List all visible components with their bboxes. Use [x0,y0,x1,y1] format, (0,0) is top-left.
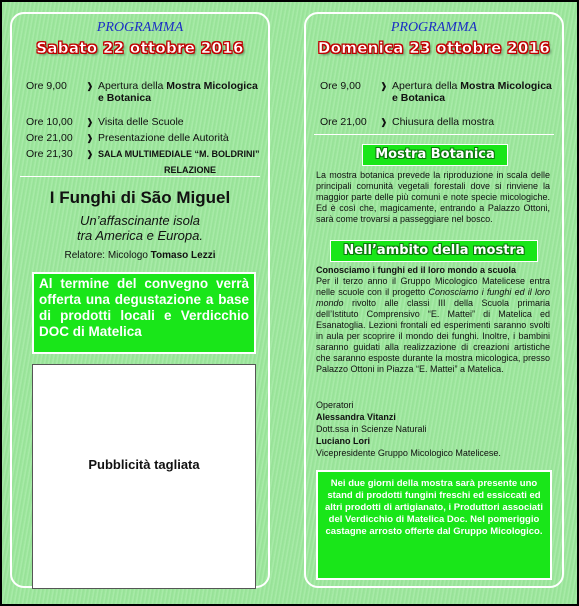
day-banner-sunday: Domenica 23 ottobre 2016 [317,39,551,57]
operator-name: Luciano Lori [316,436,370,446]
ad-placeholder [32,364,256,589]
schedule-desc: Visita delle Scuole [98,116,184,128]
schedule-time: Ore 21,00 [26,132,73,144]
ad-placeholder-text: Pubblicità tagliata [88,457,200,472]
bullet-icon: ❱ [86,133,94,143]
right-panel [304,12,564,588]
bullet-icon: ❱ [86,149,94,159]
operator-role: Vicepresidente Gruppo Micologico Matelicese. [316,448,501,458]
schedule-time: Ore 21,30 [26,148,73,160]
relazione-label: RELAZIONE [164,165,217,175]
relatore-line: Relatore: Micologo Tomaso Lezzi [64,250,216,261]
operator-name: Alessandra Vitanzi [316,412,396,422]
bullet-icon: ❱ [380,81,388,91]
brochure-page [2,2,577,604]
talk-subtitle-line2: tra America e Europa. [77,228,203,243]
divider [314,134,554,135]
operator-role: Dott.ssa in Scienze Naturali [316,424,427,434]
schedule-desc: Apertura della Mostra Micologica e Botanica [392,80,552,104]
day-banner-saturday: Sabato 22 ottobre 2016 [36,39,244,57]
schedule-time: Ore 9,00 [320,80,361,92]
ambito-heading: Conosciamo i funghi ed il loro mondo a scuola [316,265,517,275]
schedule-time: Ore 10,00 [26,116,73,128]
bullet-icon: ❱ [86,117,94,127]
programma-heading-left: PROGRAMMA [96,20,184,35]
bullet-icon: ❱ [86,81,94,91]
banner-nell-ambito: Nell’ambito della mostra [330,240,538,262]
schedule-desc: Chiusura della mostra [392,116,495,128]
schedule-desc: Presentazione delle Autorità [98,132,229,144]
stand-note-box: Nei due giorni della mostra sarà presente uno stand di prodotti fungini freschi ed essiccati ed altri prodotti di artigianato, i Produttori associati del Verdicchio di Matelica Doc. Nel pomeriggio castagne arrosto offerte dal Gruppo Micologico. [316,470,552,580]
programma-heading-right: PROGRAMMA [390,20,478,35]
talk-subtitle-line1: Un’affascinante isola [80,213,200,228]
talk-title: I Funghi di São Miguel [49,188,231,207]
left-panel [10,12,270,588]
schedule-time: Ore 21,00 [320,116,367,128]
banner-mostra-botanica: Mostra Botanica [362,144,508,166]
ambito-description: Per il terzo anno il Gruppo Micologico Matelicese entra nelle scuole con il progetto Conosciamo i funghi ed il loro mondo rivolto alle classi III della Scuola primaria dell’Istituto Comprensivo “E. Mattei” di Matelica ed Esanatoglia. Lezioni frontali ed esperimenti saranno svolti in aula per scoprire il mondo dei funghi. Inoltre, i bambini saranno guidati alla realizzazione di creazioni artistiche che saranno esposte durante la mostra micologica, presso Palazzo Ottoni in Piazza “E. Mattei” a Matelica. [316,276,550,374]
schedule-desc: Apertura della Mostra Micologica e Botanica [98,80,258,104]
tasting-note-box: Al termine del convegno verrà offerta una degustazione a base di prodotti locali e Verdicchio DOC di Matelica [32,272,256,354]
bullet-icon: ❱ [380,117,388,127]
schedule-time: Ore 9,00 [26,80,67,92]
divider [20,176,260,177]
schedule-desc: SALA MULTIMEDIALE “M. BOLDRINI” [98,149,260,159]
operatori-label: Operatori [316,400,354,410]
botanica-description: La mostra botanica prevede la riproduzione in scala delle principali comunità vegetali forestali dove si rinviene la maggior parte delle più comuni e note specie micologiche. Ed è così che, magicamente, entrando a Palazzo Ottoni, sarà come trovarsi a passeggiare nel bosco. [316,170,550,224]
